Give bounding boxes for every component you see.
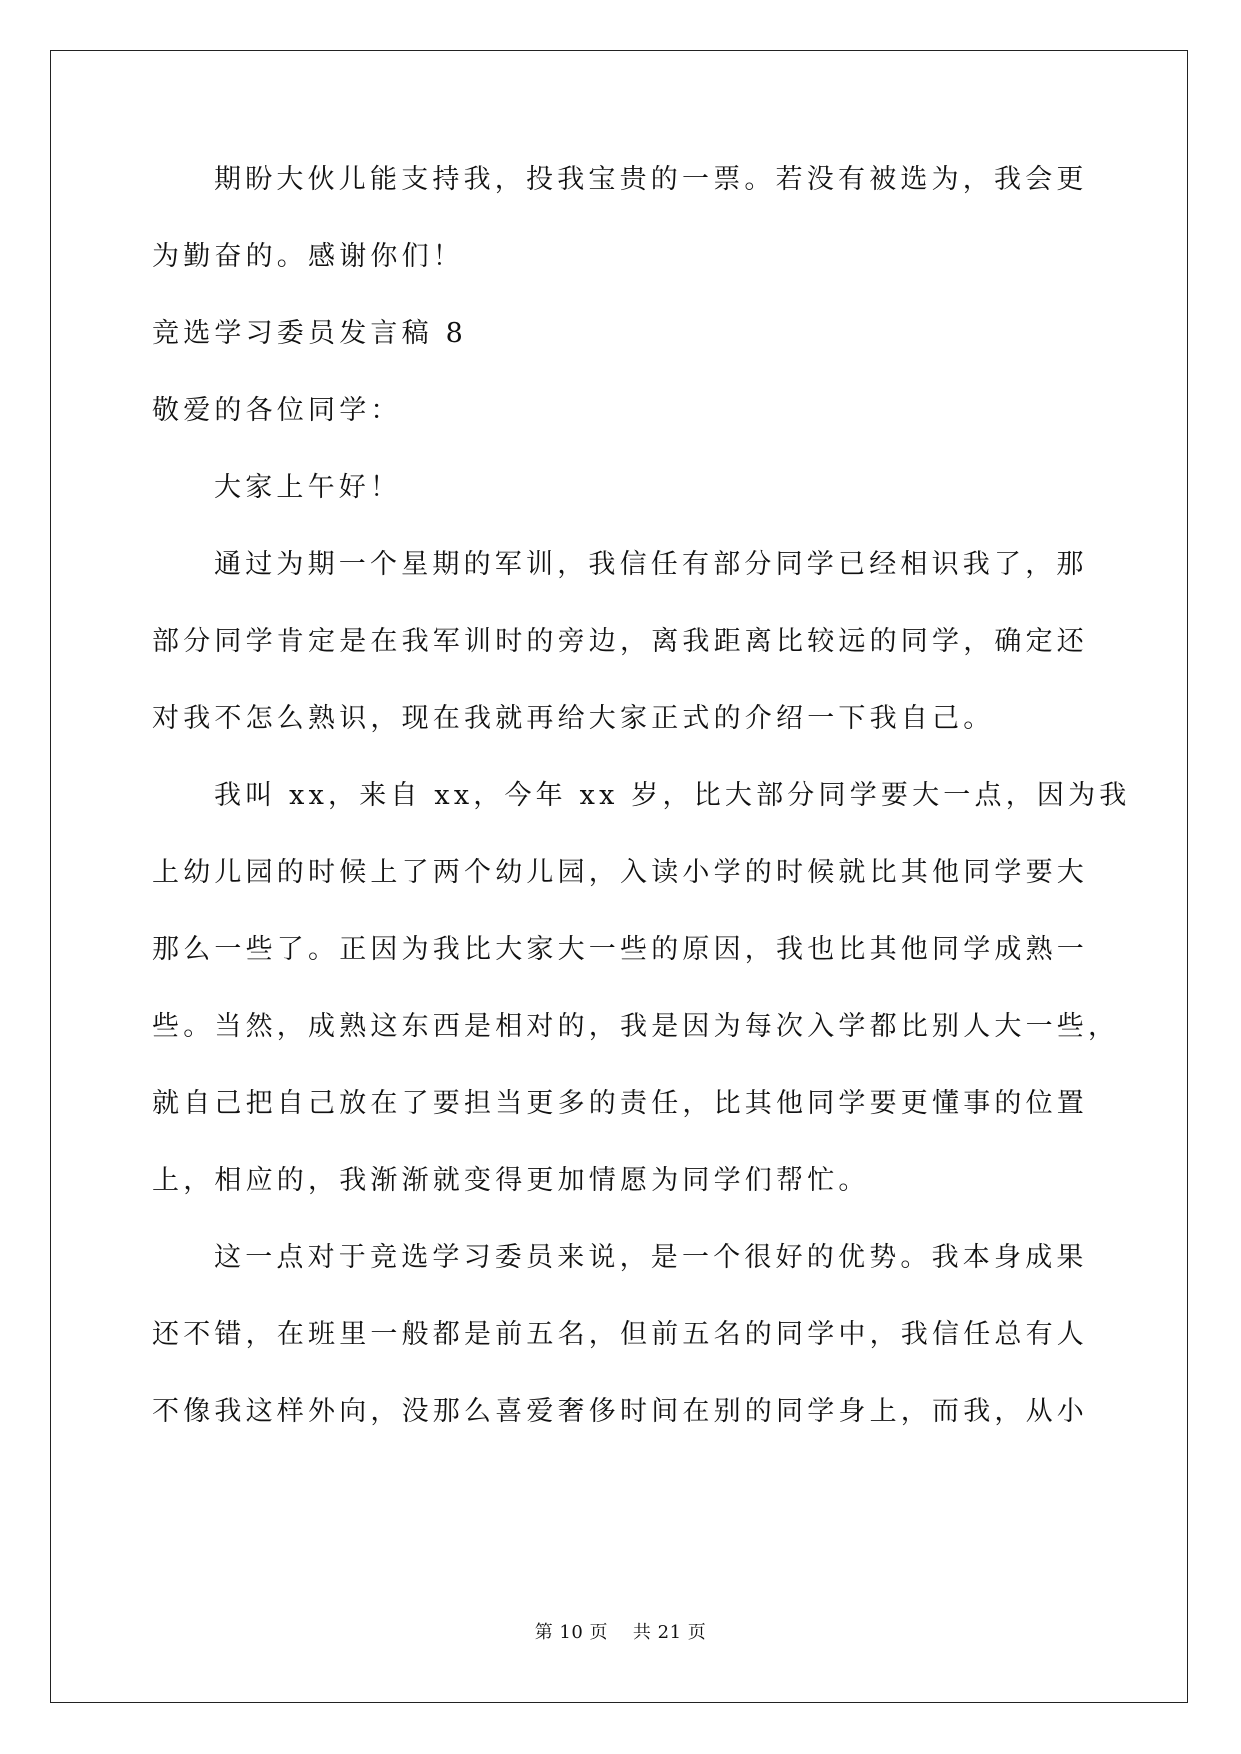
paragraph-line: 期盼大伙儿能支持我，投我宝贵的一票。若没有被选为，我会更	[214, 164, 1088, 195]
paragraph-line: 为勤奋的。感谢你们！	[152, 241, 464, 272]
paragraph-line: 些。当然，成熟这东西是相对的，我是因为每次入学都比别人大一些，	[152, 1011, 1120, 1042]
salutation: 敬爱的各位同学：	[152, 395, 402, 426]
page-footer	[0, 1621, 1241, 1645]
paragraph-line: 通过为期一个星期的军训，我信任有部分同学已经相识我了，那	[214, 549, 1088, 580]
paragraph-line: 这一点对于竞选学习委员来说，是一个很好的优势。我本身成果	[214, 1242, 1088, 1273]
paragraph-line: 那么一些了。正因为我比大家大一些的原因，我也比其他同学成熟一	[152, 934, 1088, 965]
paragraph-line: 就自己把自己放在了要担当更多的责任，比其他同学要更懂事的位置	[152, 1088, 1088, 1119]
paragraph-line: 不像我这样外向，没那么喜爱奢侈时间在别的同学身上，而我，从小	[152, 1396, 1088, 1427]
paragraph-line: 上幼儿园的时候上了两个幼儿园，入读小学的时候就比其他同学要大	[152, 857, 1088, 888]
paragraph-line: 还不错，在班里一般都是前五名，但前五名的同学中，我信任总有人	[152, 1319, 1088, 1350]
paragraph-line: 部分同学肯定是在我军训时的旁边，离我距离比较远的同学，确定还	[152, 626, 1088, 657]
section-heading: 竞选学习委员发言稿 8	[152, 318, 467, 349]
paragraph-line: 我叫 xx，来自 xx，今年 xx 岁，比大部分同学要大一点，因为我	[214, 780, 1131, 811]
paragraph-line: 上，相应的，我渐渐就变得更加情愿为同学们帮忙。	[152, 1165, 870, 1196]
page-number: 第 10 页 共 21 页	[534, 1622, 707, 1643]
greeting: 大家上午好！	[214, 472, 402, 503]
paragraph-line: 对我不怎么熟识，现在我就再给大家正式的介绍一下我自己。	[152, 703, 995, 734]
